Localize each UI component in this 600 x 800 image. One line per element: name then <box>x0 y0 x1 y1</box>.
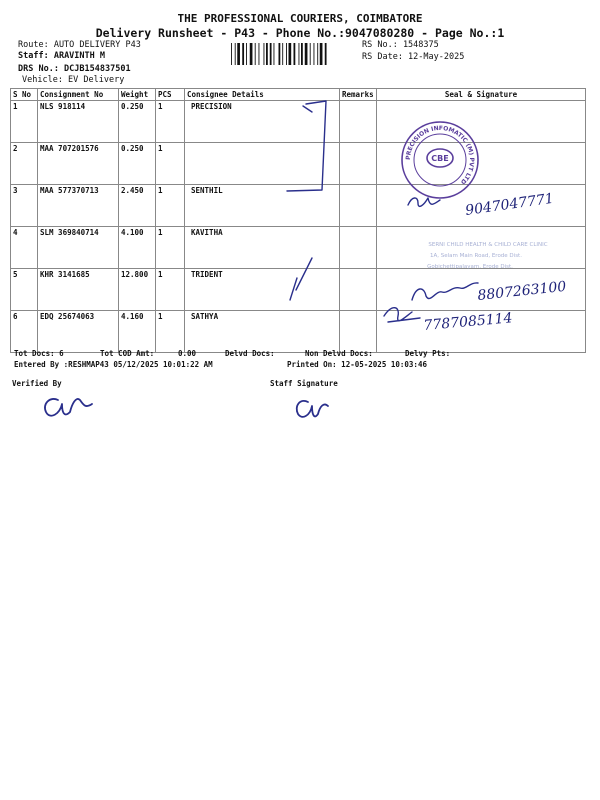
row-pcs: 1 <box>156 143 185 185</box>
row-seal <box>377 269 586 311</box>
barcode-bar <box>259 43 260 65</box>
row-remarks <box>340 311 377 353</box>
row-consignment: MAA 577370713 <box>38 185 119 227</box>
total-docs: Tot Docs: 6 <box>14 349 64 358</box>
barcode-bar <box>320 43 323 65</box>
barcode-bar <box>246 43 247 65</box>
row-sno: 3 <box>11 185 38 227</box>
barcode-bar <box>310 43 311 65</box>
barcode-bar <box>274 43 275 65</box>
total-cod-value: 0.00 <box>178 349 197 358</box>
verified-by-label: Verified By <box>12 379 62 388</box>
row-sno: 1 <box>11 101 38 143</box>
clinic-line3: Gobichettipalayam, Erode Dist. <box>427 264 513 270</box>
delivery-points: Delvy Pts: <box>405 349 451 358</box>
row-sno: 4 <box>11 227 38 269</box>
seal-center-text: CBE <box>431 154 449 163</box>
route-label: Route: AUTO DELIVERY P43 <box>18 40 141 50</box>
barcode-bar <box>266 43 268 65</box>
staff-signature-mark <box>297 401 328 417</box>
barcode-bar <box>270 43 272 65</box>
row-sno: 5 <box>11 269 38 311</box>
table-row <box>11 101 586 143</box>
printed-on: Printed On: 12-05-2025 10:03:46 <box>287 360 427 369</box>
verified-by-signature <box>45 399 92 416</box>
col-weight: Weight <box>119 89 156 101</box>
row-pcs: 1 <box>156 311 185 353</box>
row-weight: 0.250 <box>119 101 156 143</box>
row-weight: 4.160 <box>119 311 156 353</box>
clinic-line1: SERNI CHILD HEALTH & CHILD CARE CLINIC <box>428 242 548 248</box>
barcode-bar <box>279 43 281 65</box>
row-weight: 4.100 <box>119 227 156 269</box>
row-pcs: 1 <box>156 269 185 311</box>
row-consignment: EDQ 25674063 <box>38 311 119 353</box>
barcode-bar <box>282 43 283 65</box>
barcode-bar <box>264 43 265 65</box>
runsheet-table <box>10 88 586 353</box>
barcode-bar <box>250 43 253 65</box>
row-consignment: SLM 369840714 <box>38 227 119 269</box>
row-consignee: KAVITHA <box>185 227 340 269</box>
row-weight: 2.450 <box>119 185 156 227</box>
clinic-line2: 1A, Selam Main Road, Erode Dist. <box>430 253 522 259</box>
barcode-bar <box>286 43 287 65</box>
col-seal-signature: Seal & Signature <box>377 89 586 101</box>
barcode-bar <box>325 43 327 65</box>
rs-date: RS Date: 12-May-2025 <box>362 52 465 62</box>
runsheet-subtitle: Delivery Runsheet - P43 - Phone No.:9047080280 - Page No.:1 <box>95 26 505 40</box>
row-sno: 6 <box>11 311 38 353</box>
row-consignee: SATHYA <box>185 311 340 353</box>
table-header-row <box>11 89 586 101</box>
staff-signature-label: Staff Signature <box>270 379 338 388</box>
row-seal <box>377 311 586 353</box>
row-remarks <box>340 143 377 185</box>
row-consignee <box>185 143 340 185</box>
vehicle-label: Vehicle: EV Delivery <box>22 75 125 85</box>
barcode <box>230 43 355 65</box>
row-remarks <box>340 101 377 143</box>
row-seal <box>377 143 586 185</box>
staff-label: Staff: <box>18 51 54 61</box>
drs-number: DRS No.: DCJB154837501 <box>18 64 131 74</box>
col-consignee: Consignee Details <box>185 89 340 101</box>
row-remarks <box>340 185 377 227</box>
row-pcs: 1 <box>156 101 185 143</box>
barcode-bar <box>314 43 315 65</box>
col-remarks: Remarks <box>340 89 377 101</box>
barcode-bar <box>242 43 244 65</box>
row-consignment: NLS 918114 <box>38 101 119 143</box>
table-row <box>11 227 586 269</box>
row-sno: 2 <box>11 143 38 185</box>
row-remarks <box>340 227 377 269</box>
barcode-bar <box>299 43 300 65</box>
row-seal <box>377 227 586 269</box>
phone-row3: 9047047771 <box>464 190 555 219</box>
barcode-bar <box>317 43 318 65</box>
rs-number: RS No.: 1548375 <box>362 40 439 50</box>
row-consignee: SENTHIL <box>185 185 340 227</box>
row-pcs: 1 <box>156 185 185 227</box>
row-consignment: MAA 707201576 <box>38 143 119 185</box>
staff-value: ARAVINTH M <box>53 51 106 61</box>
total-cod-label: Tot COD Amt: <box>100 349 155 358</box>
entered-by: Entered By :RESHMAP43 05/12/2025 10:01:22 AM <box>14 360 213 369</box>
staff-line <box>18 51 105 62</box>
row-remarks <box>340 269 377 311</box>
row-pcs: 1 <box>156 227 185 269</box>
table-row <box>11 269 586 311</box>
seal-ring-text: PRECISION INFOMATIC (M) PVT LTD <box>404 124 476 186</box>
row-consignment: KHR 3141685 <box>38 269 119 311</box>
row-seal <box>377 185 586 227</box>
company-title: THE PROFESSIONAL COURIERS, COIMBATORE <box>177 12 423 25</box>
non-delivered-docs: Non Delvd Docs: <box>305 349 373 358</box>
row-weight: 0.250 <box>119 143 156 185</box>
barcode-bar <box>289 43 292 65</box>
barcode-bar <box>301 43 303 65</box>
phone-row6: 7787085114 <box>422 310 514 334</box>
table-row <box>11 143 586 185</box>
barcode-bar <box>235 43 236 65</box>
row-weight: 12.800 <box>119 269 156 311</box>
col-consignment: Consignment No <box>38 89 119 101</box>
table-row <box>11 185 586 227</box>
col-pcs: PCS <box>156 89 185 101</box>
barcode-bar <box>294 43 296 65</box>
col-sno: S No <box>11 89 38 101</box>
barcode-bar <box>237 43 240 65</box>
barcode-bar <box>255 43 256 65</box>
delivered-docs: Delvd Docs: <box>225 349 275 358</box>
phone-row5: 8807263100 <box>476 278 568 304</box>
table-row <box>11 311 586 353</box>
barcode-bar <box>231 43 232 65</box>
row-consignee: TRIDENT <box>185 269 340 311</box>
row-seal <box>377 101 586 143</box>
row-consignee: PRECISION <box>185 101 340 143</box>
barcode-bar <box>305 43 308 65</box>
